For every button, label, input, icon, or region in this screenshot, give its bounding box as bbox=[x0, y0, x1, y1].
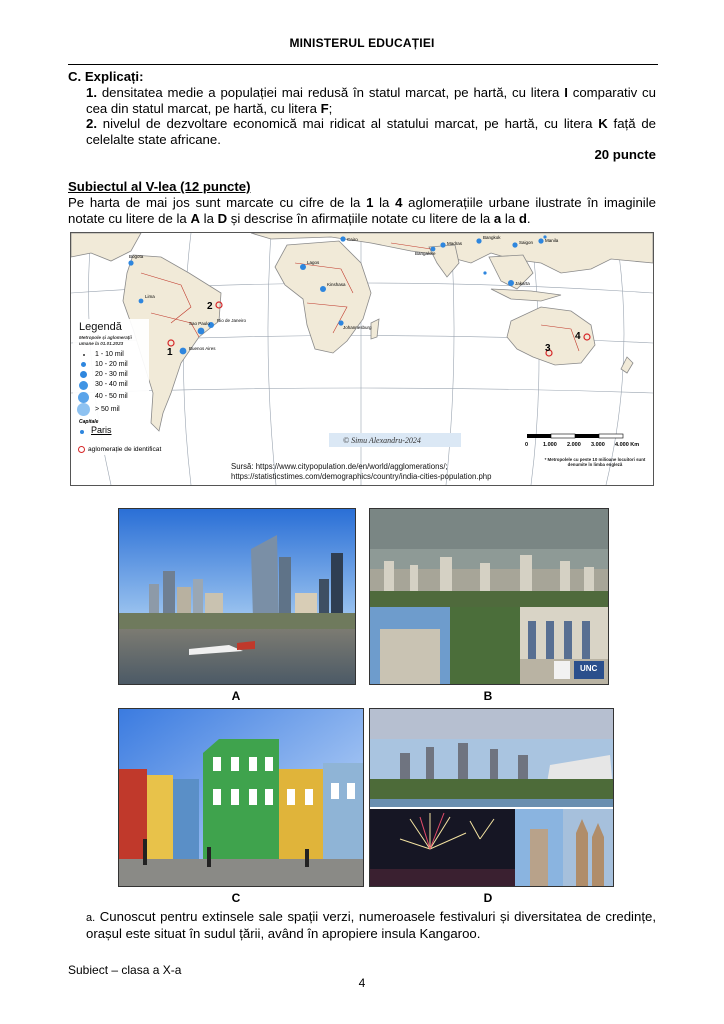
legend-title: Legendă bbox=[79, 321, 122, 333]
legend-row: 30 - 40 mil bbox=[77, 380, 147, 391]
city-dot-sao-paulo bbox=[198, 328, 205, 335]
legend-target-row bbox=[73, 445, 175, 455]
photo-b-caption: B bbox=[483, 689, 493, 703]
city-dot-cairo bbox=[340, 236, 345, 241]
city-dot-jakarta bbox=[508, 280, 514, 286]
copyright-text: © Simu Alexandru-2024 bbox=[343, 436, 421, 445]
city-dot-extra-2 bbox=[483, 271, 486, 274]
section-c-item-1: 1. densitatea medie a populației mai redusă în statul marcat, pe hartă, cu litera I comparativ cu cea din statul marcat, pe hartă, cu litera F; bbox=[86, 85, 656, 116]
continents bbox=[71, 233, 653, 431]
scale-label: 3.000 bbox=[591, 442, 605, 448]
city-dot-lagos bbox=[300, 264, 306, 270]
city-label: Kinshasa bbox=[327, 282, 346, 287]
page-header: MINISTERUL EDUCAȚIEI bbox=[289, 36, 435, 50]
legend-capitals-label: Capitale bbox=[79, 419, 99, 425]
city-dot-lima bbox=[139, 299, 144, 304]
subject-instructions: Pe harta de mai jos sunt marcate cu cifre de la 1 la 4 aglomerațiile urbane ilustrate în imaginile notate cu litere de la A la D și descrise în afirmațiile notate cu litere de la a la d. bbox=[68, 195, 657, 226]
city-dot-bogota bbox=[128, 260, 133, 265]
city-label: Manila bbox=[545, 238, 559, 243]
city-label: Jakarta bbox=[515, 281, 530, 286]
city-dot-bangkok bbox=[476, 238, 481, 243]
legend-row: 10 - 20 mil bbox=[77, 360, 147, 370]
photo-d-caption: D bbox=[483, 891, 493, 905]
target-number-2: 2 bbox=[207, 301, 213, 312]
photo-c-graphic bbox=[119, 709, 363, 886]
world-map bbox=[70, 232, 654, 486]
page-number: 4 bbox=[358, 976, 366, 990]
statement-a: a. Cunoscut pentru extinsele sale spații verzi, numeroasele festivaluri și diversitatea de credințe, orașul este situat în sudul țării, având în apropiere insula Kangaroo. bbox=[86, 909, 656, 941]
city-label: Bangalore bbox=[415, 251, 436, 256]
city-label: Rio de Janeiro bbox=[217, 318, 247, 323]
legend-row: 20 - 30 mil bbox=[77, 370, 147, 380]
city-dot-kinshasa bbox=[320, 286, 326, 292]
photo-b bbox=[369, 508, 609, 685]
map-source-line-2: https://statisticstimes.com/demographics/country/india-cities-population.php bbox=[231, 472, 492, 481]
legend-symbol-icon bbox=[83, 354, 85, 356]
section-c-heading: C. Explicați: bbox=[68, 69, 144, 84]
city-label: Cairo bbox=[347, 237, 358, 242]
scale-label: 4.000 Km bbox=[615, 442, 640, 448]
photo-c-caption: C bbox=[231, 891, 241, 905]
city-label: Lima bbox=[145, 294, 155, 299]
photo-a-caption: A bbox=[231, 689, 241, 703]
target-number-1: 1 bbox=[167, 347, 173, 358]
target-symbol-icon bbox=[78, 446, 85, 453]
city-label: Bogota bbox=[129, 254, 144, 259]
legend-target-label: aglomerație de identificat bbox=[88, 446, 162, 453]
city-label: Bangkok bbox=[483, 235, 501, 240]
photo-c bbox=[118, 708, 364, 887]
city-label: Johannesburg bbox=[343, 325, 372, 330]
legend-symbol-icon bbox=[78, 392, 89, 403]
city-dot-madras bbox=[440, 242, 445, 247]
capital-dot-icon bbox=[80, 430, 84, 434]
city-dot-buenos-aires bbox=[180, 348, 187, 355]
city-dot-manila bbox=[538, 238, 543, 243]
map-source-line-1: Sursă: https://www.citypopulation.de/en/world/agglomerations/; bbox=[231, 462, 448, 471]
header-rule bbox=[68, 64, 658, 65]
map-legend bbox=[73, 319, 149, 445]
section-c-points: 20 puncte bbox=[594, 147, 656, 162]
photo-b-badge: UNC bbox=[580, 664, 598, 673]
section-c-item-2: 2. nivelul de dezvoltare economică mai ridicat al statului marcat, pe hartă, cu litera K față de celelalte state africane. bbox=[86, 116, 656, 147]
legend-symbol-icon bbox=[77, 403, 90, 416]
legend-row: 1 - 10 mil bbox=[77, 350, 147, 360]
legend-symbol-icon bbox=[79, 381, 88, 390]
madagascar-land bbox=[371, 319, 379, 339]
photo-a bbox=[118, 508, 356, 685]
subject-title: Subiectul al V-lea (12 puncte) bbox=[68, 179, 251, 194]
photo-d-graphic bbox=[370, 709, 613, 886]
legend-symbol-icon bbox=[81, 362, 86, 367]
legend-row: 40 - 50 mil bbox=[77, 391, 147, 403]
city-dot-saigon bbox=[512, 242, 517, 247]
city-label: Saigon bbox=[519, 240, 534, 245]
photo-b-graphic bbox=[370, 509, 608, 684]
scale-label: 1.000 bbox=[543, 442, 557, 448]
legend-subtitle: Metropole și aglomerații umane la 01.01.2023 bbox=[79, 335, 132, 346]
scale-bar bbox=[525, 434, 639, 448]
map-note: * Metropolele cu peste 10 milioane locuitori sunt denumite în limba engleză bbox=[544, 457, 646, 468]
indonesia-land bbox=[491, 289, 561, 301]
target-number-3: 3 bbox=[545, 343, 551, 354]
legend-symbol-icon bbox=[80, 371, 87, 378]
new-zealand-land bbox=[621, 357, 633, 373]
photo-a-graphic bbox=[119, 509, 355, 684]
photo-d bbox=[369, 708, 614, 887]
footer-subject: Subiect – clasa a X-a bbox=[68, 963, 182, 977]
australia-land bbox=[507, 307, 595, 365]
legend-row: > 50 mil bbox=[77, 403, 147, 417]
city-label: Madras bbox=[447, 241, 463, 246]
scale-label: 2.000 bbox=[567, 442, 581, 448]
city-label: Sao Paulo bbox=[189, 321, 210, 326]
legend-sizes bbox=[77, 350, 147, 417]
scale-label: 0 bbox=[525, 442, 529, 448]
target-number-4: 4 bbox=[575, 331, 581, 342]
legend-capital-example: Paris bbox=[91, 425, 112, 435]
city-label: Lagos bbox=[307, 260, 320, 265]
city-label: Buenos Aires bbox=[189, 346, 216, 351]
